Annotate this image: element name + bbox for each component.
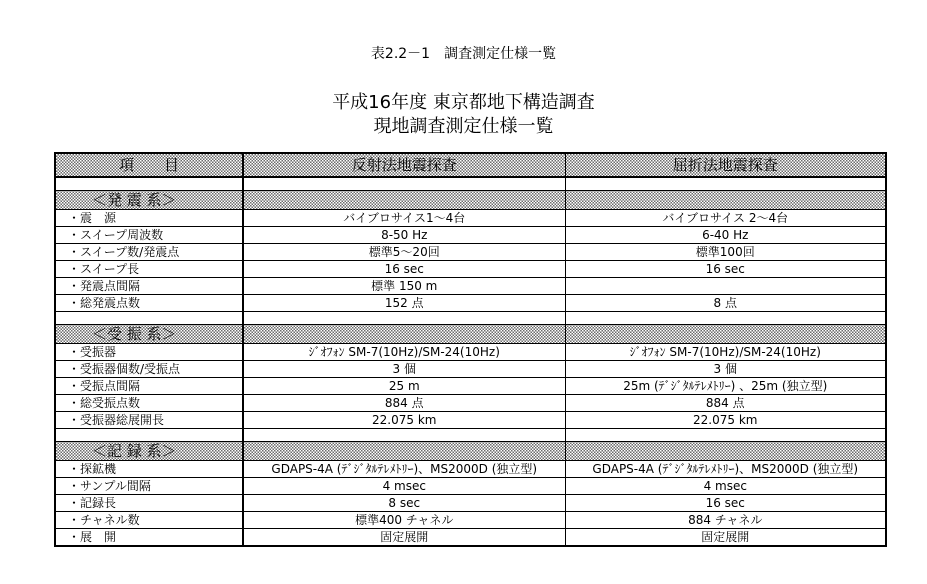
bullet-mark: ・ (68, 413, 81, 427)
section-header-row (55, 442, 886, 461)
table-row (55, 378, 886, 395)
bullet-mark: ・ (68, 462, 81, 476)
header-item: 項 目 (55, 153, 243, 177)
item-label: スイープ周波数 (80, 228, 164, 242)
bullet-mark: ・ (68, 496, 81, 510)
bullet-mark: ・ (68, 479, 81, 493)
header-reflection: 反射法地震探査 (243, 153, 565, 177)
bullet-mark: ・ (68, 296, 81, 310)
spacer-cell (243, 429, 565, 442)
header-refraction: 屈折法地震探査 (565, 153, 886, 177)
table-row (55, 227, 886, 244)
reflection-value: 152 点 (243, 295, 565, 312)
table-caption: 表2.2－1 調査測定仕様一覧 (370, 46, 557, 62)
section-label-text: ＜記 録 系＞ (92, 442, 177, 460)
table-row (55, 261, 886, 278)
refraction-value: 標準100回 (565, 244, 886, 261)
item-label: 総受振点数 (80, 396, 141, 410)
refraction-value: 16 sec (565, 495, 886, 512)
spacer-cell (565, 429, 886, 442)
reflection-value: 25 m (243, 378, 565, 395)
item-cell (55, 395, 243, 412)
table-row (55, 278, 886, 295)
item-label: スイープ数/発震点 (80, 245, 180, 259)
section-label-text: ＜発 震 系＞ (92, 191, 177, 209)
table-row (55, 295, 886, 312)
bullet-mark: ・ (68, 228, 81, 242)
reflection-value: バイブロサイス1～4台 (243, 210, 565, 227)
spacer-cell (243, 177, 565, 191)
page-title: 平成16年度 東京都地下構造調査 (332, 92, 595, 113)
specification-table (54, 152, 887, 547)
section-fill-cell (565, 191, 886, 210)
item-cell (55, 495, 243, 512)
reflection-value: 22.075 km (243, 412, 565, 429)
spacer-row (55, 177, 886, 191)
section-fill-cell (243, 191, 565, 210)
refraction-value: 3 個 (565, 361, 886, 378)
item-cell (55, 378, 243, 395)
refraction-value: 4 msec (565, 478, 886, 495)
refraction-value: 8 点 (565, 295, 886, 312)
page-subtitle: 現地調査測定仕様一覧 (373, 116, 554, 137)
reflection-value: 標準 150 m (243, 278, 565, 295)
item-cell (55, 478, 243, 495)
reflection-value: GDAPS-4A (ﾃﾞｼﾞﾀﾙﾃﾚﾒﾄﾘｰ)、MS2000D (独立型) (243, 461, 565, 478)
refraction-value: 16 sec (565, 261, 886, 278)
bullet-mark: ・ (68, 362, 81, 376)
table-row (55, 512, 886, 529)
table-row (55, 495, 886, 512)
table-row (55, 344, 886, 361)
table-header-row (55, 153, 886, 177)
spacer-cell (565, 177, 886, 191)
refraction-value: 22.075 km (565, 412, 886, 429)
reflection-value: 標準400 チャネル (243, 512, 565, 529)
item-label: 受振点間隔 (80, 379, 141, 393)
item-label: スイープ長 (80, 262, 140, 276)
refraction-value: 25m (ﾃﾞｼﾞﾀﾙﾃﾚﾒﾄﾘｰ) 、25m (独立型) (565, 378, 886, 395)
refraction-value: 固定展開 (565, 529, 886, 547)
reflection-value: 8-50 Hz (243, 227, 565, 244)
refraction-value: バイブロサイス 2～4台 (565, 210, 886, 227)
spacer-row (55, 312, 886, 325)
item-cell (55, 295, 243, 312)
spacer-row (55, 429, 886, 442)
refraction-value (565, 278, 886, 295)
reflection-value: 4 msec (243, 478, 565, 495)
item-label: サンプル間隔 (80, 479, 151, 493)
table-row (55, 478, 886, 495)
reflection-value: 8 sec (243, 495, 565, 512)
bullet-mark: ・ (68, 396, 81, 410)
item-cell (55, 244, 243, 261)
bullet-mark: ・ (68, 279, 81, 293)
refraction-value: GDAPS-4A (ﾃﾞｼﾞﾀﾙﾃﾚﾒﾄﾘｰ)、MS2000D (独立型) (565, 461, 886, 478)
item-cell (55, 461, 243, 478)
item-label: 展 開 (80, 530, 117, 544)
bullet-mark: ・ (68, 245, 81, 259)
spacer-cell (243, 312, 565, 325)
refraction-value: ｼﾞｵﾌｫﾝ SM-7(10Hz)/SM-24(10Hz) (565, 344, 886, 361)
reflection-value: ｼﾞｵﾌｫﾝ SM-7(10Hz)/SM-24(10Hz) (243, 344, 565, 361)
item-cell (55, 412, 243, 429)
item-cell (55, 529, 243, 547)
table-row (55, 361, 886, 378)
reflection-value: 16 sec (243, 261, 565, 278)
bullet-mark: ・ (68, 379, 81, 393)
bullet-mark: ・ (68, 211, 81, 225)
section-fill-cell (565, 325, 886, 344)
spacer-cell (55, 312, 243, 325)
item-label: 受振器個数/受振点 (80, 362, 181, 376)
section-header-row (55, 191, 886, 210)
section-fill-cell (243, 442, 565, 461)
item-label: 受振器総展開長 (80, 413, 165, 427)
section-header-row (55, 325, 886, 344)
reflection-value: 884 点 (243, 395, 565, 412)
section-label (55, 325, 243, 344)
spacer-cell (55, 429, 243, 442)
item-label: 発震点間隔 (80, 279, 141, 293)
section-label-text: ＜受 振 系＞ (92, 325, 177, 343)
spacer-cell (565, 312, 886, 325)
item-cell (55, 344, 243, 361)
section-label (55, 191, 243, 210)
section-label (55, 442, 243, 461)
item-cell (55, 210, 243, 227)
reflection-value: 標準5～20回 (243, 244, 565, 261)
item-cell (55, 261, 243, 278)
item-cell (55, 361, 243, 378)
item-label: 探鉱機 (80, 462, 117, 476)
bullet-mark: ・ (68, 513, 81, 527)
bullet-mark: ・ (68, 345, 81, 359)
table-row (55, 210, 886, 227)
bullet-mark: ・ (68, 530, 81, 544)
table-row (55, 529, 886, 547)
item-label: チャネル数 (80, 513, 140, 527)
reflection-value: 固定展開 (243, 529, 565, 547)
item-label: 総発震点数 (80, 296, 141, 310)
section-fill-cell (565, 442, 886, 461)
reflection-value: 3 個 (243, 361, 565, 378)
item-cell (55, 278, 243, 295)
refraction-value: 884 点 (565, 395, 886, 412)
table-row (55, 461, 886, 478)
bullet-mark: ・ (68, 262, 81, 276)
section-fill-cell (243, 325, 565, 344)
table-row (55, 395, 886, 412)
refraction-value: 6-40 Hz (565, 227, 886, 244)
item-label: 受振器 (80, 345, 117, 359)
table-row (55, 412, 886, 429)
table-row (55, 244, 886, 261)
item-cell (55, 227, 243, 244)
item-label: 記録長 (80, 496, 117, 510)
refraction-value: 884 チャネル (565, 512, 886, 529)
item-cell (55, 512, 243, 529)
spacer-cell (55, 177, 243, 191)
item-label: 震 源 (80, 211, 117, 225)
